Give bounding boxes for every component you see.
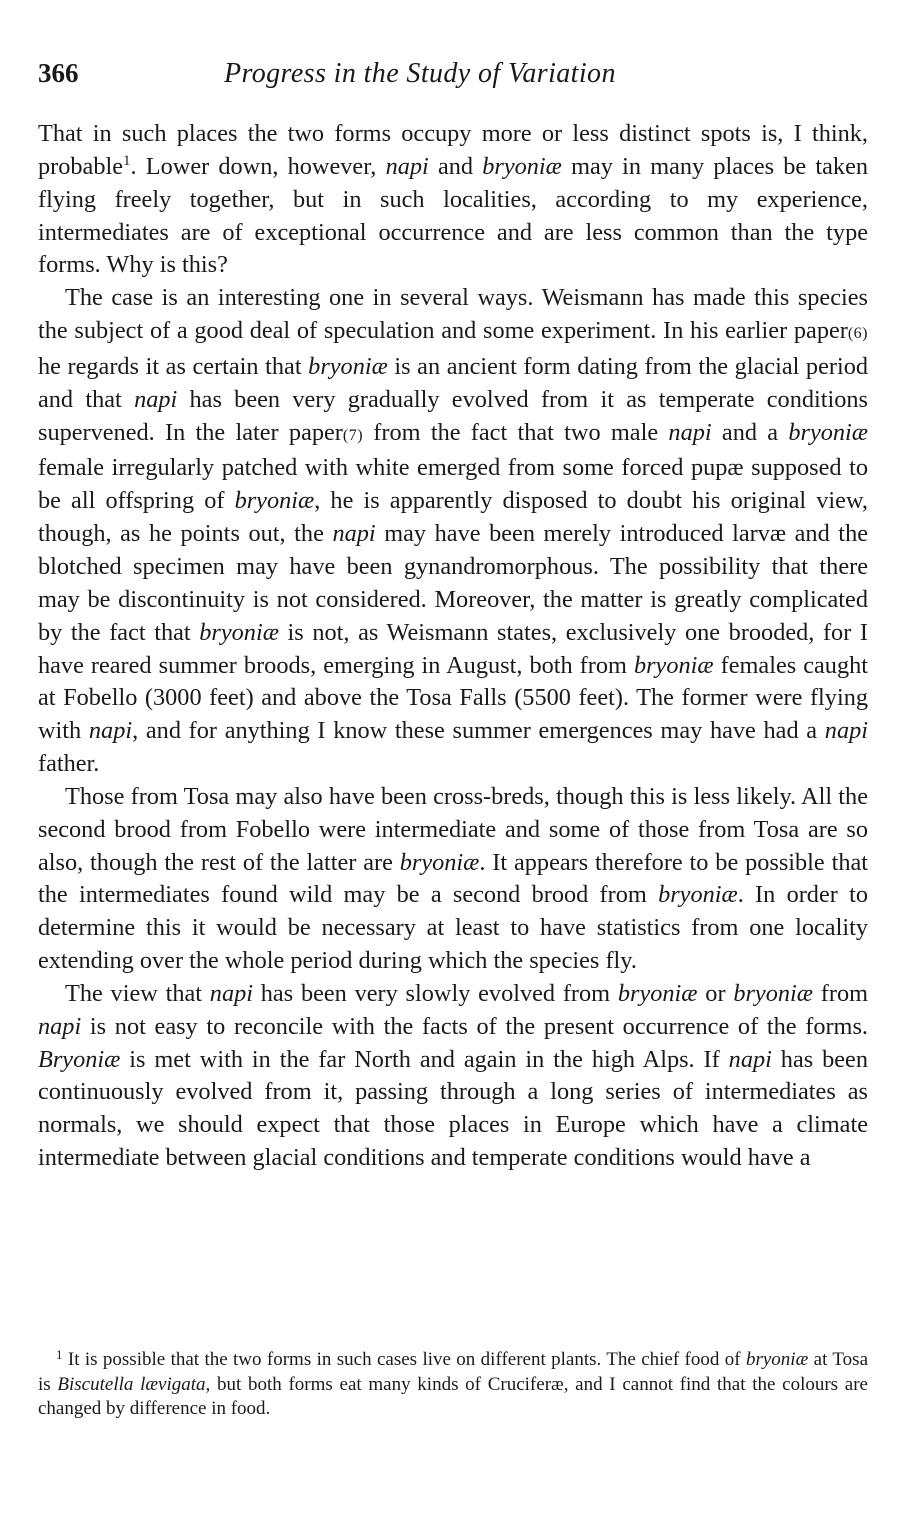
citation-reference[interactable]: (6) (847, 325, 868, 343)
page-header (38, 58, 866, 98)
running-title: Progress in the Study of Variation (224, 58, 616, 89)
body-text (38, 118, 868, 1175)
paragraph-2: The case is an interesting one in several ways. Weismann has made this species the subject of a good deal of speculation and some experiment. In his earlier paper(6) he regards it as certain that bryoniæ is an ancient form dating from the glacial period and that napi has been very gradually evolved from it as temperate conditions supervened. In the later paper(7) from the fact that two male napi and a bryoniæ female irregularly patched with white emerged from some forced pupæ supposed to be all offspring of bryoniæ, he is apparently disposed to doubt his original view, though, as he points out, the napi may have been merely introduced larvæ and the blotched specimen may have been gynandromorphous. The possibility that there may be discontinuity is not considered. Moreover, the matter is greatly complicated by the fact that bryoniæ is not, as Weismann states, exclusively one brooded, for I have reared summer broods, emerging in August, both from bryoniæ females caught at Fobello (3000 feet) and above the Tosa Falls (5500 feet). The former were flying with napi, and for anything I know these summer emergences may have had a napi father. (38, 284, 869, 778)
footnote: $^1$ It is possible that the two forms in such cases live on different plants. The chief food of bryoniæ at Tosa is Biscutella lævigata, but both forms eat many kinds of Cruciferæ, and I cannot find that the colours are changed by difference in food. (38, 1347, 868, 1419)
paragraph-1: That in such places the two forms occupy more or less distinct spots is, I think, probable$^1$. Lower down, however, napi and bryoniæ may in many places be taken flying freely together, but in such localities, according to my experience, intermediates are of exceptional occurrence and are less common than the type forms. Why is this? (38, 120, 868, 279)
page-number: 366 (38, 58, 79, 88)
citation-reference[interactable]: (7) (342, 426, 364, 444)
footnote-reference[interactable]: 1 (123, 152, 131, 169)
footnote-mark: 1 (56, 1347, 63, 1362)
paragraph-3: Those from Tosa may also have been cross-breds, though this is less likely. All the second brood from Fobello were intermediate and some of those from Tosa are so also, though the rest of the latter are bryoniæ. It appears therefore to be possible that the intermediates found wild may be a second brood from bryoniæ. In order to determine this it would be necessary at least to have statistics from one locality extending over the whole period during which the species fly. (38, 782, 868, 975)
paragraph-4: The view that napi has been very slowly evolved from bryoniæ or bryoniæ from napi is not easy to reconcile with the facts of the present occurrence of the forms. Bryoniæ is met with in the far North and again in the high Alps. If napi has been continuously evolved from it, passing through a long series of intermediates as normals, we should expect that those places in Europe which have a climate intermediate between glacial conditions and temperate conditions would have a (38, 979, 868, 1172)
